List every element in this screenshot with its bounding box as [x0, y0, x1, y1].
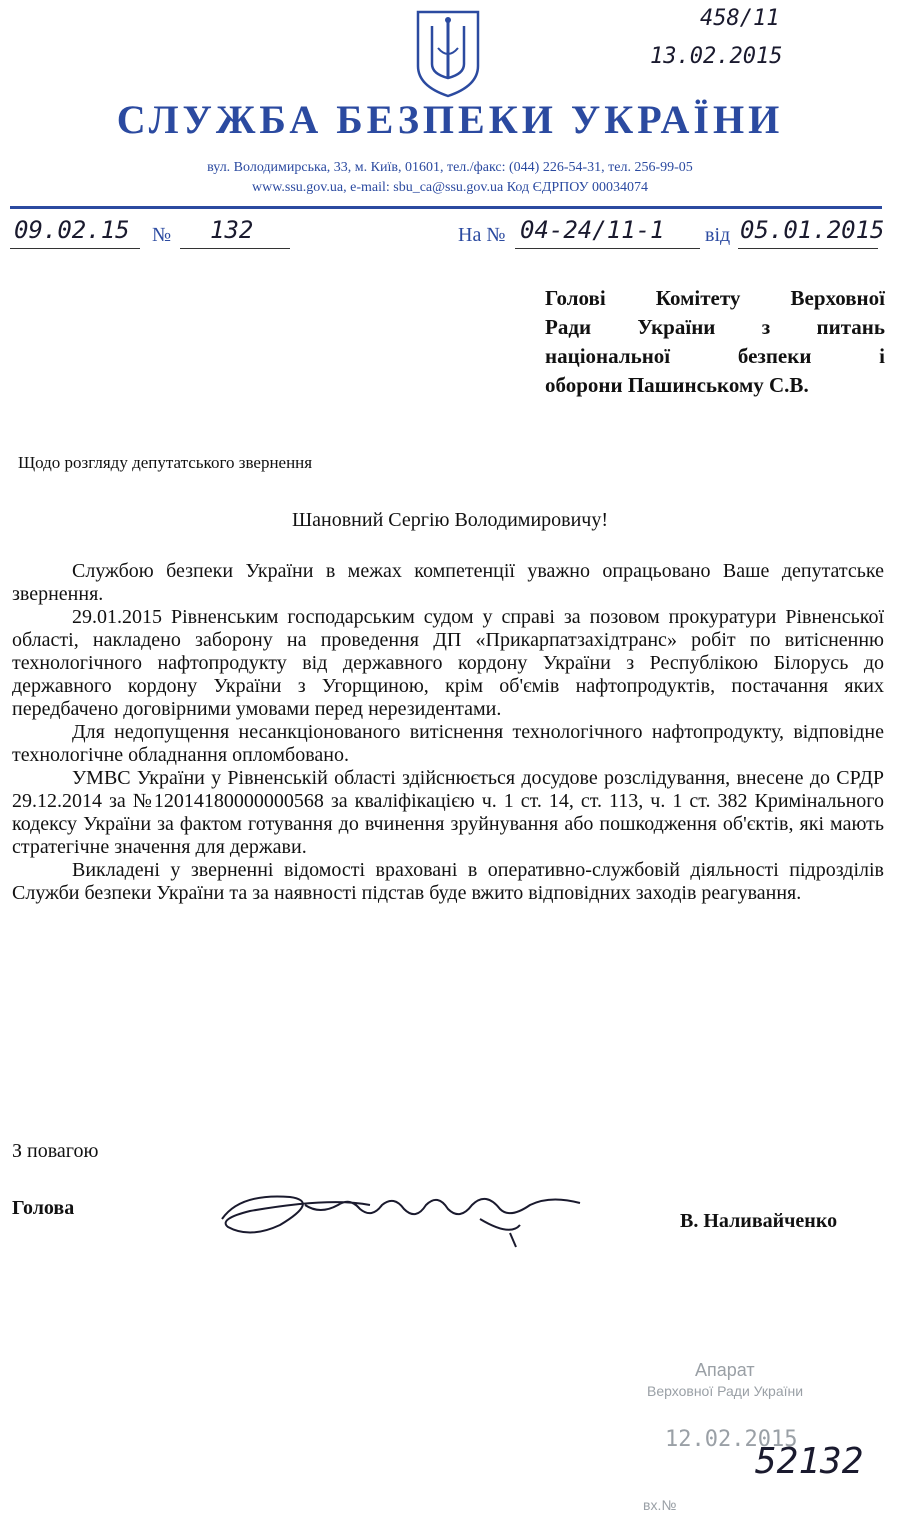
stamp-incoming-number: 52132: [755, 1441, 864, 1482]
addressee-line: Ради України з питань: [545, 315, 885, 339]
salutation: Шановний Сергію Володимировичу!: [291, 509, 609, 531]
handwritten-signature: [210, 1175, 590, 1255]
handwritten-registration-number: 458/11: [700, 6, 780, 31]
stamp-incoming-label: вх.№: [643, 1497, 677, 1513]
organization-title: СЛУЖБА БЕЗПЕКИ УКРАЇНИ: [116, 97, 784, 142]
header-divider: [10, 206, 882, 209]
addressee-line: національної безпеки і: [545, 344, 885, 368]
number-label: №: [152, 224, 172, 246]
letter-body: [12, 560, 884, 905]
incoming-stamp: [625, 1355, 895, 1520]
outgoing-number: 132: [210, 216, 254, 244]
signatory-name: В. Наливайченко: [680, 1210, 838, 1232]
body-paragraph: УМВС України у Рівненській області здійснюється досудове розслідування, внесене до СРДР 29.12.2014 за №12014180000000568 за кваліфікацією ч. 1 ст. 14, ст. 113, ч. 1 ст. 382 Кримінального кодексу України за фактом готування до вчинення зруйнування або пошкодження об'єктів, які мають стратегічне значення для держави.: [12, 767, 884, 858]
stamp-date: 12.02.2015: [665, 1427, 798, 1452]
trident-emblem-icon: [412, 8, 484, 98]
contact-address-line: вул. Володимирська, 33, м. Київ, 01601, тел./факс: (044) 226-54-31, тел. 256-99-05: [207, 160, 693, 175]
body-paragraph: Службою безпеки України в межах компетенції уважно опрацьовано Ваше депутатське звернення.: [12, 560, 884, 605]
signatory-title: Голова: [12, 1197, 75, 1219]
addressee-line: оборони Пашинському С.В.: [545, 373, 809, 397]
registration-line: [10, 212, 890, 252]
handwritten-registration-date: 13.02.2015: [650, 44, 783, 69]
addressee-block: [545, 284, 885, 400]
ref-date: 05.01.2015: [740, 216, 885, 244]
closing-phrase: З повагою: [12, 1140, 99, 1162]
stamp-org-line: Верховної Ради України: [647, 1383, 804, 1399]
contact-web-line: www.ssu.gov.ua, e-mail: sbu_ca@ssu.gov.ua Код ЄДРПОУ 00034074: [251, 180, 649, 195]
outgoing-date: 09.02.15: [14, 216, 130, 244]
body-paragraph: Викладені у зверненні відомості враховані в оперативно-службовій діяльності підрозділів Служби безпеки України та за наявності підстав буде вжито відповідних заходів реагування.: [12, 859, 884, 904]
stamp-org-line: Апарат: [695, 1360, 755, 1380]
addressee-line: Голові Комітету Верховної: [545, 286, 885, 310]
body-paragraph: Для недопущення несанкціонованого витіснення технологічного нафтопродукту, відповідне технологічне обладнання опломбовано.: [12, 721, 884, 766]
ref-number: 04-24/11-1: [520, 216, 665, 244]
ref-number-label: На №: [458, 224, 506, 246]
body-paragraph: 29.01.2015 Рівненським господарським судом у справі за позовом прокуратури Рівненської області, накладено заборону на проведення ДП «Прикарпатзахідтранс» робіт по витісненню технологічного нафтопродукту від державного кордону України з Республікою Білорусь до державного кордону України з Угорщиною, крім об'ємів нафтопродуктів, постачання яких передбачено договірними умовами перед нерезидентами.: [12, 606, 884, 720]
ref-date-label: від: [705, 224, 731, 246]
letter-subject: Щодо розгляду депутатського звернення: [18, 453, 313, 472]
